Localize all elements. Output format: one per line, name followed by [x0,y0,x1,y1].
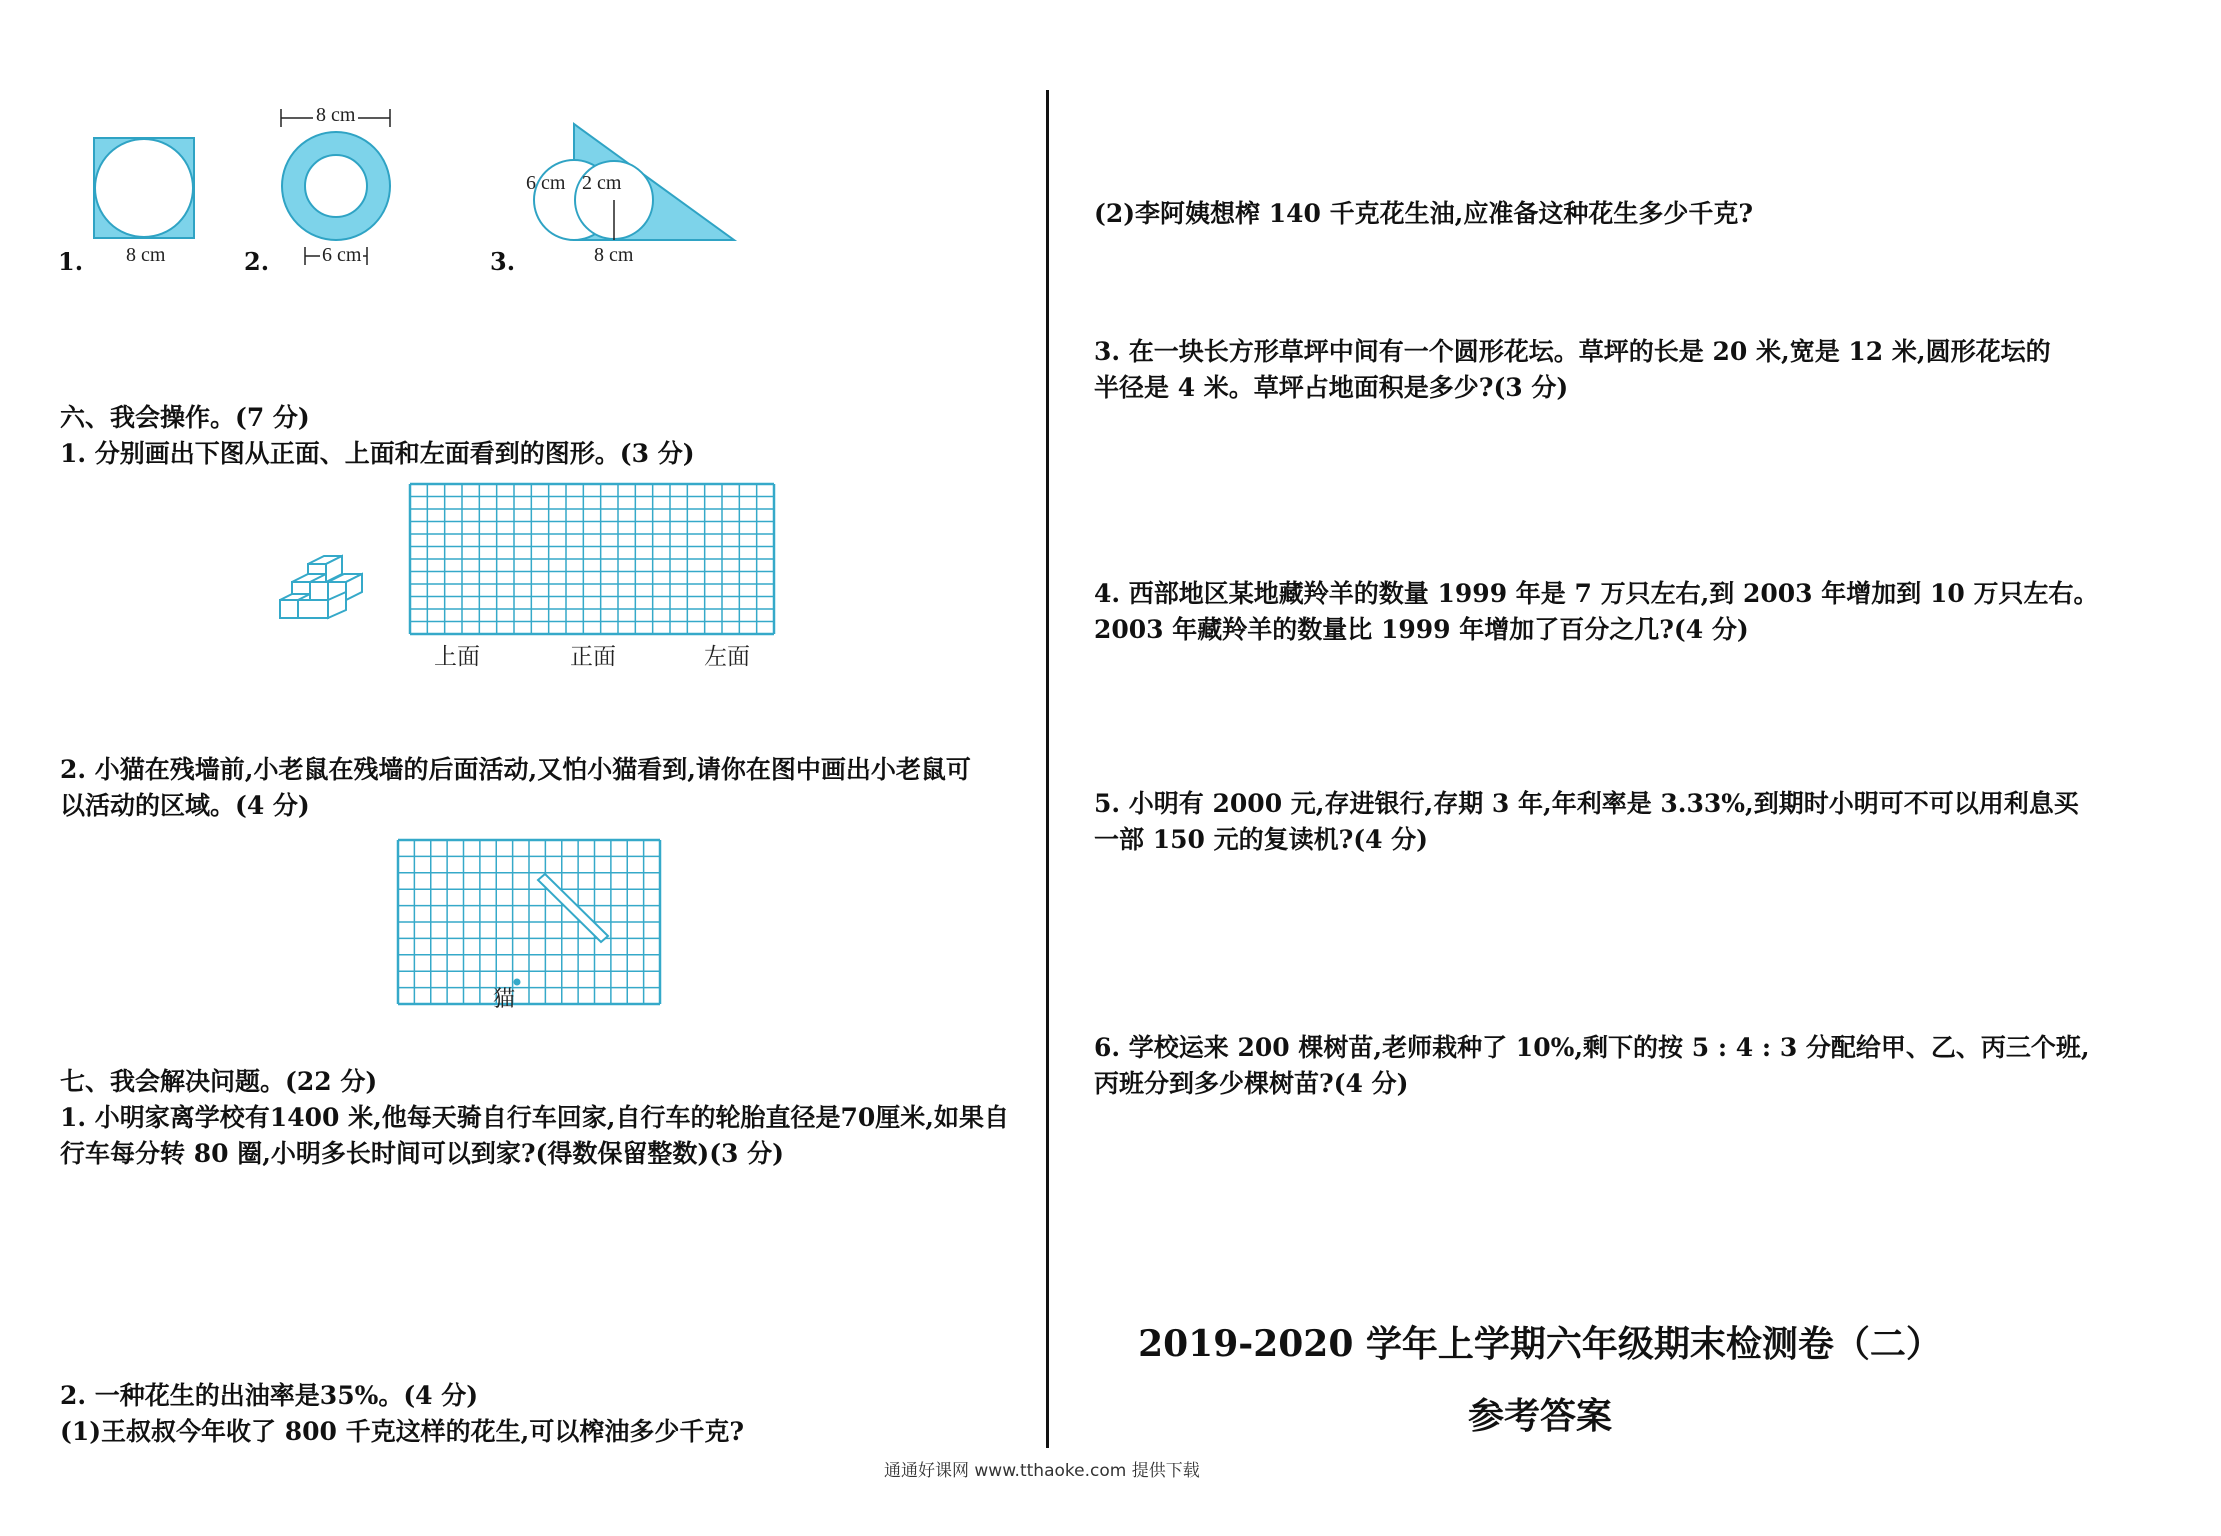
grid1-label-front: 正面 [570,644,616,669]
question-4-line1: 4. 西部地区某地藏羚羊的数量 1999 年是 7 万只左右,到 2003 年增加到 10 万只左右。 [1094,579,2099,608]
question-6-2-line2: 以活动的区域。(4 分) [60,791,310,820]
figure-2-number: 2. [244,247,270,276]
figure-3-left-label: 6 cm [526,172,566,194]
drawing-grid-cat-wall[interactable] [396,838,662,1006]
question-6-line1: 6. 学校运来 200 棵树苗,老师栽种了 10%,剩下的按 5 : 4 : 3 分配给甲、乙、丙三个班, [1094,1033,2090,1062]
question-7-1-line1: 1. 小明家离学校有1400 米,他每天骑自行车回家,自行车的轮胎直径是70厘米,如果自 [60,1103,1009,1132]
question-5-line1: 5. 小明有 2000 元,存进银行,存期 3 年,年利率是 3.33%,到期时小明可不可以用利息买 [1094,789,2079,818]
figure-3-bottom-label: 8 cm [594,244,634,266]
question-3-line2: 半径是 4 米。草坪占地面积是多少?(3 分) [1094,373,1569,402]
wall-shape [538,874,608,942]
cat-label: 猫 [493,986,516,1011]
question-3-line1: 3. 在一块长方形草坪中间有一个圆形花坛。草坪的长是 20 米,宽是 12 米,圆形花坛的 [1094,337,2051,366]
footer-credit: 通通好课网 www.tthaoke.com 提供下载 [884,1461,1200,1481]
answer-title: 2019-2020 学年上学期六年级期末检测卷（二） [1138,1323,1942,1365]
figure-1-label: 8 cm [126,244,166,266]
question-6-1: 1. 分别画出下图从正面、上面和左面看到的图形。(3 分) [60,439,695,468]
question-7-2-part2: (2)李阿姨想榨 140 千克花生油,应准备这种花生多少千克? [1094,199,1753,228]
cube-stack [278,556,374,628]
figure-3-number: 3. [490,247,516,276]
question-6-2-line1: 2. 小猫在残墙前,小老鼠在残墙的后面活动,又怕小猫看到,请你在图中画出小老鼠可 [60,755,971,784]
drawing-grid-views[interactable] [408,482,776,636]
question-4-line2: 2003 年藏羚羊的数量比 1999 年增加了百分之几?(4 分) [1094,615,1749,644]
section-6-title: 六、我会操作。(7 分) [60,403,310,432]
section-7-title: 七、我会解决问题。(22 分) [60,1067,378,1096]
question-7-2-line1: 2. 一种花生的出油率是35%。(4 分) [60,1381,479,1410]
question-6-line2: 丙班分到多少棵树苗?(4 分) [1094,1069,1409,1098]
figure-2-bottom-label: 6 cm [322,244,362,266]
question-7-2-line2: (1)王叔叔今年收了 800 千克这样的花生,可以榨油多少千克? [60,1417,744,1446]
question-5-line2: 一部 150 元的复读机?(4 分) [1094,825,1428,854]
figure-2-top-label: 8 cm [313,104,358,127]
grid1-label-left: 左面 [704,644,750,669]
figure-1-number: 1. [58,247,84,276]
figure-3-inner-label: 2 cm [582,172,622,194]
grid1-label-top: 上面 [434,644,480,669]
figure-square-circle [92,136,202,246]
answer-subtitle: 参考答案 [1467,1395,1612,1437]
column-divider [1046,90,1049,1448]
question-7-1-line2: 行车每分转 80 圈,小明多长时间可以到家?(得数保留整数)(3 分) [60,1139,784,1168]
